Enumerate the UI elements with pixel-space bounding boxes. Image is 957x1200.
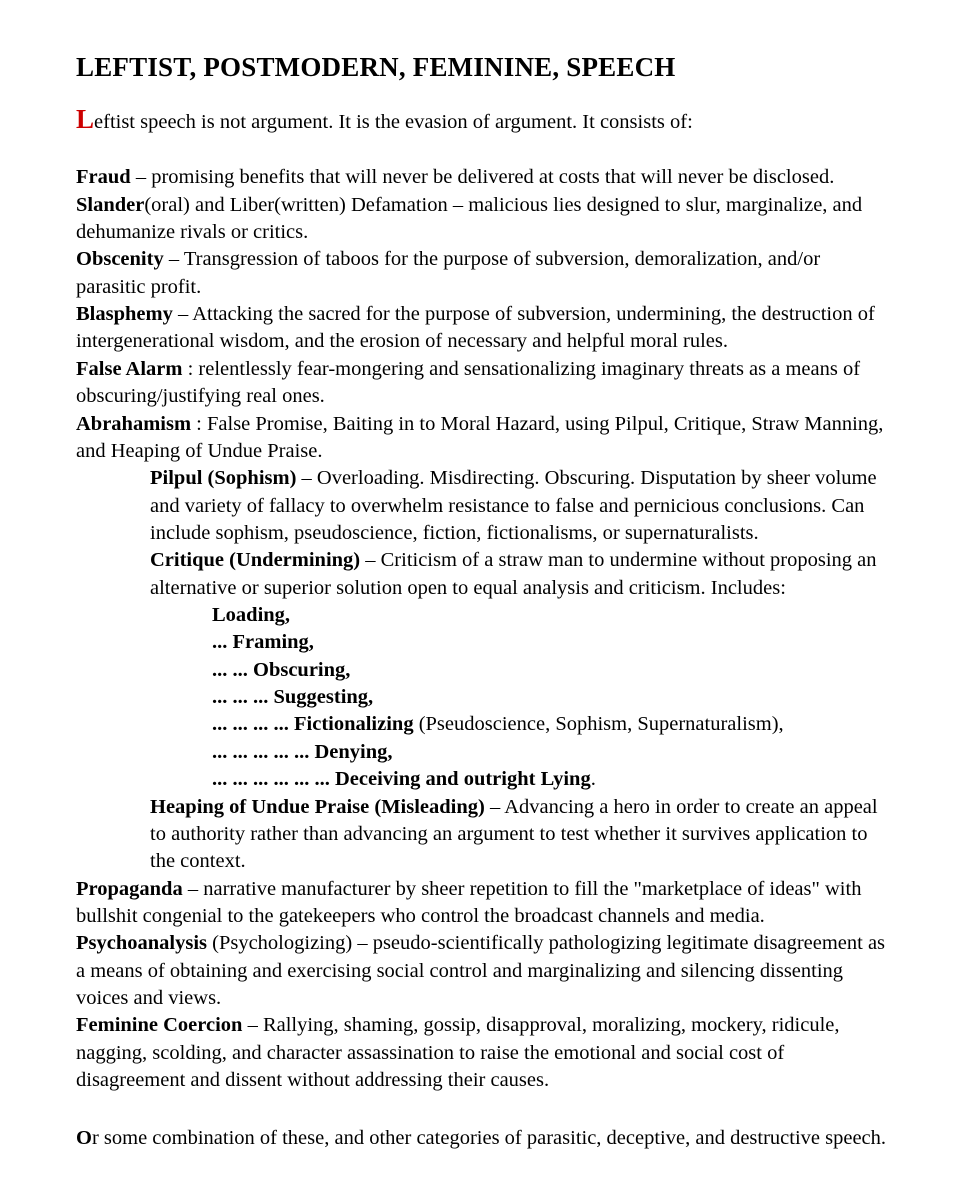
definition-entry — [76, 411, 887, 466]
definition-entry — [150, 465, 887, 547]
definition-term: Obscenity — [76, 248, 164, 271]
definition-description: – Criticism of a straw man to undermine without proposing an alternative or superior solution open to equal analysis and criticism. Includes: — [150, 549, 877, 599]
definition-description: (Psychologizing) – pseudo-scientifically pathologizing legitimate disagreement as a means of obtaining and exercising social control and marginalizing and silencing dissenting voices and views. — [76, 932, 886, 1010]
definition-entry — [150, 794, 887, 876]
definition-term: Pilpul (Sophism) — [150, 467, 297, 490]
definition-description: – Rallying, shaming, gossip, disapproval, moralizing, mockery, ridicule, nagging, scolding, and character assassination to raise the emotional and social cost of disagreement and dissent without addressing their causes. — [76, 1014, 840, 1092]
definition-description: (Pseudoscience, Sophism, Supernaturalism), — [413, 713, 784, 736]
definition-entry — [76, 356, 887, 411]
definition-description: – narrative manufacturer by sheer repetition to fill the "marketplace of ideas" with bullshit congenial to the gatekeepers who control the broadcast channels and media. — [76, 877, 862, 927]
definition-entry — [150, 547, 887, 602]
definition-term: ... ... Obscuring, — [212, 658, 351, 681]
definition-description: – Overloading. Misdirecting. Obscuring. Disputation by sheer volume and variety of fallacy to overwhelm resistance to false and pernicious conclusions. Can include sophism, pseudoscience, fiction, fictionalisms, or supernaturalists. — [150, 467, 877, 544]
definition-description: – promising benefits that will never be delivered at costs that will never be disclosed. — [130, 166, 835, 189]
definition-term: Critique (Undermining) — [150, 549, 361, 572]
definition-entry — [212, 739, 887, 766]
definition-term: Psychoanalysis — [76, 932, 207, 955]
definition-entry — [76, 192, 887, 247]
page-title: LEFTIST, POSTMODERN, FEMININE, SPEECH — [76, 52, 676, 82]
definition-term: Fraud — [76, 166, 131, 189]
definition-term: Abrahamism — [76, 412, 192, 435]
definition-term: ... ... ... ... ... Denying, — [212, 740, 393, 763]
closing-text: r some combination of these, and other categories of parasitic, deceptive, and destructive speech. — [91, 1126, 887, 1149]
closing-cap: O — [76, 1126, 92, 1149]
definition-entry — [76, 164, 887, 191]
definition-entry — [76, 1012, 887, 1094]
definition-entry — [212, 602, 887, 629]
definition-description: – Transgression of taboos for the purpose of subversion, demoralization, and/or parasitic profit. — [76, 248, 821, 298]
definition-term: Heaping of Undue Praise (Misleading) — [150, 795, 485, 818]
definition-entry — [76, 301, 887, 356]
definition-entry — [212, 657, 887, 684]
definition-entry — [212, 629, 887, 656]
definition-entry — [76, 930, 887, 1012]
definition-term: False Alarm — [76, 357, 183, 380]
definition-entry — [76, 246, 887, 301]
definition-description: – Advancing a hero in order to create an appeal to authority rather than advancing an argument to test whether it survives application to the context. — [150, 795, 878, 873]
definition-description: : False Promise, Baiting in to Moral Hazard, using Pilpul, Critique, Straw Manning, and Heaping of Undue Praise. — [76, 412, 884, 462]
definition-term: Propaganda — [76, 877, 183, 900]
definition-description: (oral) and Liber(written) Defamation – malicious lies designed to slur, marginalize, and dehumanize rivals or critics. — [76, 193, 863, 244]
definition-term: ... ... ... ... Fictionalizing — [212, 713, 414, 736]
closing-paragraph — [76, 1125, 887, 1152]
definition-term: ... ... ... Suggesting, — [212, 686, 374, 709]
lead-paragraph — [76, 104, 887, 136]
definition-entry — [212, 684, 887, 711]
lead-text: eftist speech is not argument. It is the evasion of argument. It consists of: — [94, 111, 693, 134]
definition-entry — [212, 766, 887, 793]
definition-term: ... ... ... ... ... ... Deceiving and outright Lying — [212, 768, 591, 791]
definition-description: . — [590, 768, 596, 791]
definition-list — [76, 164, 887, 1094]
definition-entry — [76, 876, 887, 931]
definition-entry — [212, 711, 887, 738]
definition-term: ... Framing, — [212, 631, 314, 654]
definition-term: Slander — [76, 193, 145, 216]
definition-description: : relentlessly fear-mongering and sensationalizing imaginary threats as a means of obscuring/justifying real ones. — [76, 357, 861, 408]
definition-term: Blasphemy — [76, 303, 173, 326]
definition-term: Feminine Coercion — [76, 1014, 243, 1037]
definition-description: – Attacking the sacred for the purpose of subversion, undermining, the destruction of intergenerational wisdom, and the erosion of necessary and helpful moral rules. — [76, 303, 875, 353]
definition-term: Loading, — [212, 604, 291, 627]
drop-cap: L — [76, 104, 95, 135]
